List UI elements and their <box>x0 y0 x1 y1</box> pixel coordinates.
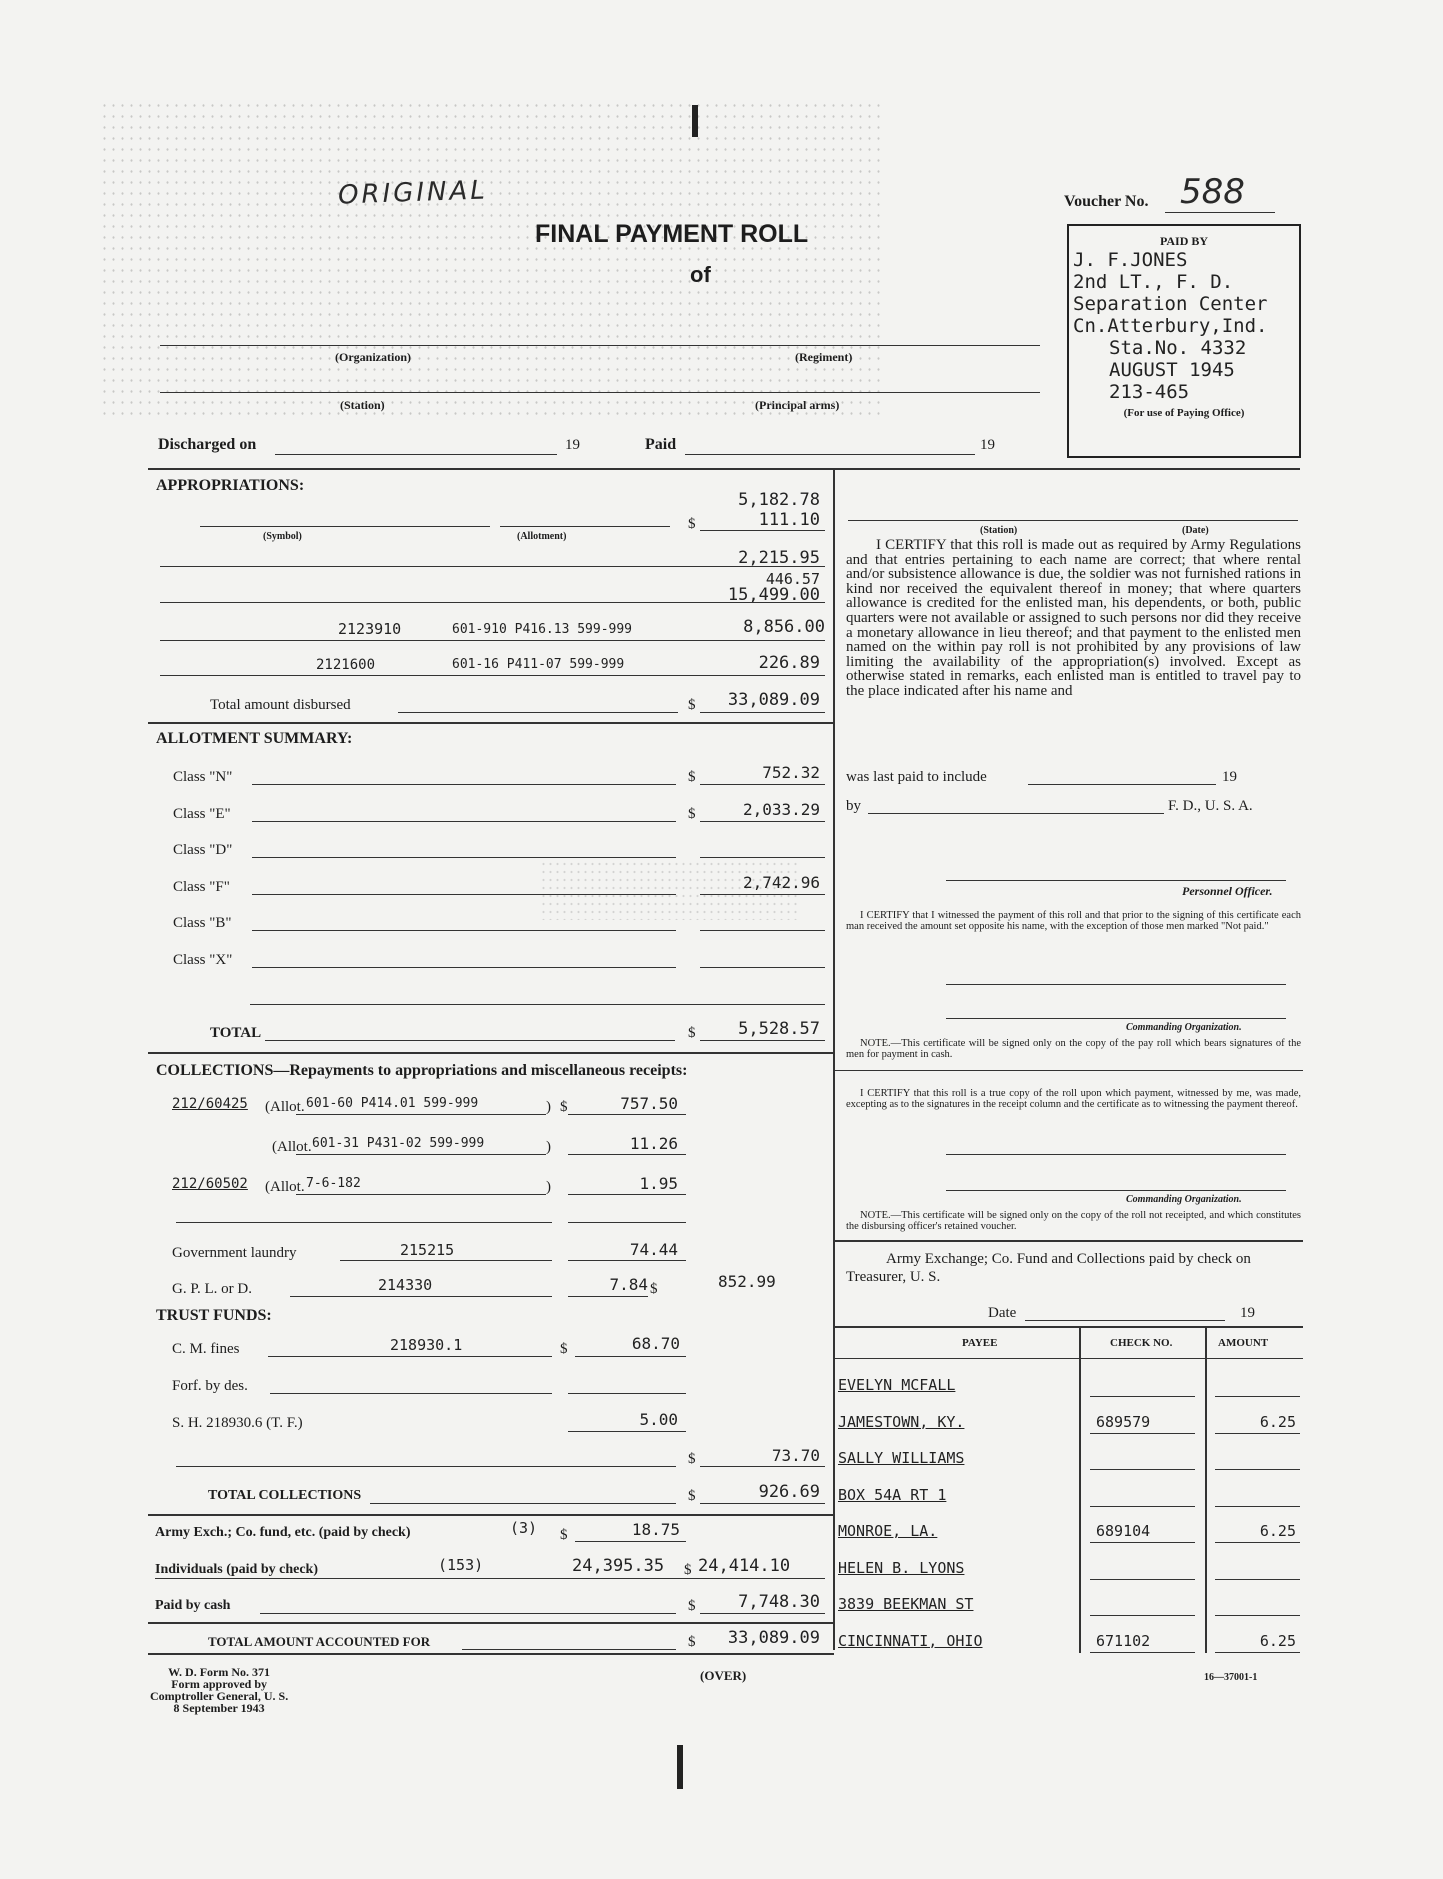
collection-line <box>568 1114 686 1115</box>
collection-line <box>296 1114 546 1115</box>
cm-fines-label: C. M. fines <box>172 1341 240 1357</box>
exchange-check: 671102 <box>1096 1631 1151 1650</box>
over-label: (OVER) <box>700 1668 747 1683</box>
collection-allot: 7-6-182 <box>306 1176 361 1191</box>
note-1: NOTE.—This certificate will be signed only on the copy of the pay roll which bears signatures of the men for payment in cash. <box>846 1038 1301 1060</box>
col-payee: PAYEE <box>962 1337 998 1349</box>
exchange-payee: CINCINNATI, OHIO <box>838 1631 983 1650</box>
certify-text: I CERTIFY that this roll is made out as required by Army Regulations and that entries pertaining to each name are correct; that where rental and/or subsistence allowance is due, the soldier was not furnished rations in kind nor received the equivalent thereof in money; that where quarters allowance is credited for the enlisted man, his dependents, or both, public quarters were not available or assigned to such persons nor did they receive a monetary allowance in lieu thereof; and that payment to the enlisted men named on the within pay roll is not prohibited by any provisions of law limiting the availability of the appropriation(s) involved. Except as otherwise stated in remarks, each enlisted man is entitled to travel pay to the place indicated after his name and <box>846 537 1301 699</box>
allotment-class-amount: 2,742.96 <box>742 872 820 892</box>
cash-label: Paid by cash <box>155 1598 231 1613</box>
collection-paren: ) <box>546 1139 551 1155</box>
exchange-amount: 6.25 <box>1259 1631 1296 1650</box>
allotment-class-label: Class "N" <box>173 769 233 785</box>
dollar-sign: $ <box>688 769 696 785</box>
fdusa-label: F. D., U. S. A. <box>1168 798 1253 814</box>
station-label: (Station) <box>340 398 385 412</box>
dollar-sign: $ <box>688 805 696 822</box>
collection-allot-label: (Allot. <box>265 1179 305 1195</box>
paid-by-line: AUGUST 1945 <box>1109 359 1235 381</box>
paid-by-label: PAID BY <box>1159 234 1209 248</box>
collection-allot: 601-31 P431-02 599-999 <box>312 1136 485 1151</box>
col-amount: AMOUNT <box>1218 1337 1269 1349</box>
dollar-sign: $ <box>684 1562 692 1578</box>
allotment-total-amount: 5,528.57 <box>738 1019 820 1039</box>
exchange-line <box>1090 1652 1195 1653</box>
exchange-line <box>1215 1433 1300 1434</box>
gpl-label: G. P. L. or D. <box>172 1281 253 1297</box>
last-paid-label: was last paid to include <box>846 769 987 785</box>
individuals-count: (153) <box>438 1556 484 1574</box>
laundry-label: Government laundry <box>172 1245 297 1261</box>
discharged-on-label: Discharged on <box>158 436 257 453</box>
year-prefix: 19 <box>1240 1305 1255 1321</box>
dollar-sign: $ <box>650 1281 658 1297</box>
collection-amount: 757.50 <box>620 1094 678 1113</box>
allotment-class-line <box>252 967 676 968</box>
exchange-line <box>1090 1542 1195 1543</box>
principal-arms-label: (Principal arms) <box>755 398 840 412</box>
total-disbursed-amount: 33,089.09 <box>727 690 820 710</box>
collection-amount: 11.26 <box>629 1134 678 1153</box>
dollar-sign: $ <box>688 1634 696 1650</box>
dollar-sign: $ <box>688 1598 696 1614</box>
cert-date-label: (Date) <box>1182 525 1209 536</box>
dollar-sign: $ <box>688 697 696 713</box>
allotment-class-line <box>700 821 825 822</box>
paid-label: Paid <box>645 436 677 453</box>
paid-by-line: Cn.Atterbury,Ind. <box>1073 315 1268 337</box>
appropriation-amount: 446.57 <box>765 570 820 588</box>
commanding-org-label: Commanding Organization. <box>1126 1022 1242 1033</box>
allotment-class-line <box>700 857 825 858</box>
gpl-total: 852.99 <box>718 1272 776 1291</box>
collection-allot-label: (Allot. <box>272 1139 312 1155</box>
appropriation-amount: 5,182.78 <box>738 490 820 510</box>
title-of: of <box>690 262 711 287</box>
sh-label: S. H. 218930.6 (T. F.) <box>172 1415 303 1431</box>
appropriation-amount: 111.10 <box>758 510 820 530</box>
commanding-org-label: Commanding Organization. <box>1126 1194 1242 1205</box>
form-number-block <box>150 1666 288 1714</box>
exchange-payee: BOX 54A RT 1 <box>838 1485 947 1504</box>
individuals-label: Individuals (paid by check) <box>155 1562 318 1577</box>
army-exch-amount: 18.75 <box>631 1520 680 1539</box>
organization-label: (Organization) <box>335 350 411 364</box>
year-prefix: 19 <box>1222 769 1237 785</box>
regiment-label: (Regiment) <box>795 350 853 364</box>
army-exch-count: (3) <box>510 1519 538 1537</box>
exchange-payee: HELEN B. LYONS <box>838 1558 965 1577</box>
collection-prefix: 212/60425 <box>172 1096 248 1112</box>
allotment-class-line <box>700 784 825 785</box>
exchange-line <box>1215 1615 1300 1616</box>
appropriation-amount: 15,499.00 <box>727 585 820 605</box>
collection-allot: 601-60 P414.01 599-999 <box>306 1096 479 1111</box>
trust-funds-heading: TRUST FUNDS: <box>156 1307 272 1324</box>
appropriation-allotment: 601-910 P416.13 599-999 <box>452 622 633 637</box>
paid-by-line: J. F.JONES <box>1073 249 1188 271</box>
collection-line <box>568 1154 686 1155</box>
dollar-sign: $ <box>688 1025 696 1041</box>
allotment-class-label: Class "X" <box>173 951 233 968</box>
dollar-sign: $ <box>560 1341 568 1357</box>
exchange-line <box>1215 1396 1300 1397</box>
form-approved: Comptroller General, U. S. <box>150 1689 289 1703</box>
page-title: FINAL PAYMENT ROLL <box>535 220 809 248</box>
scan-noise <box>100 100 880 420</box>
form-number: W. D. Form No. 371 <box>168 1665 271 1679</box>
exchange-line <box>1215 1652 1300 1653</box>
collection-line <box>296 1194 546 1195</box>
symbol-label: (Symbol) <box>263 531 302 542</box>
note-2: NOTE.—This certificate will be signed only on the copy of the roll not receipted, and which constitutes the disbursing officer's retained voucher. <box>846 1210 1301 1232</box>
total-accounted-label: TOTAL AMOUNT ACCOUNTED FOR <box>208 1634 431 1649</box>
print-code: 16—37001-1 <box>1204 1672 1258 1683</box>
allotment-class-line <box>252 894 676 895</box>
total-collections-amount: 926.69 <box>758 1482 820 1502</box>
paid-by-lines <box>1069 249 1299 403</box>
true-copy-text: I CERTIFY that this roll is a true copy of the roll upon which payment, witnessed by me, was made, excepting as to the signatures in the receipt column and the certificate as to witnessing the payment thereof. <box>846 1088 1301 1110</box>
appropriation-allotment: 601-16 P411-07 599-999 <box>452 657 625 672</box>
army-exch-label: Army Exch.; Co. fund, etc. (paid by check) <box>155 1525 411 1540</box>
collection-prefix: 212/60502 <box>172 1176 248 1192</box>
allotment-class-amount: 752.32 <box>762 763 820 782</box>
cash-amount: 7,748.30 <box>738 1592 820 1612</box>
collections-heading: COLLECTIONS—Repayments to appropriations and miscellaneous receipts: <box>156 1062 688 1079</box>
allotment-class-line <box>252 930 676 931</box>
allotment-label: (Allotment) <box>517 531 567 542</box>
collections-subtotal: 73.70 <box>771 1446 820 1465</box>
allotment-class-label: Class "B" <box>173 915 232 931</box>
exchange-heading: Army Exchange; Co. Fund and Collections paid by check on Treasurer, U. S. <box>846 1251 1251 1285</box>
allotment-total-label: TOTAL <box>210 1025 262 1041</box>
collection-allot-label: (Allot. <box>265 1099 305 1115</box>
dollar-sign: $ <box>688 516 696 532</box>
personnel-officer-label: Personnel Officer. <box>1182 884 1273 898</box>
allotment-class-label: Class "D" <box>173 842 233 858</box>
exchange-line <box>1090 1615 1195 1616</box>
exchange-line <box>1090 1506 1195 1507</box>
exchange-payee: EVELYN MCFALL <box>838 1376 956 1394</box>
sh-amount: 5.00 <box>639 1410 678 1429</box>
exchange-payee: JAMESTOWN, KY. <box>838 1412 965 1431</box>
exchange-payee: MONROE, LA. <box>838 1522 938 1540</box>
dollar-sign: $ <box>560 1099 568 1115</box>
register-mark-bottom <box>677 1745 683 1789</box>
allotment-class-label: Class "F" <box>173 878 230 895</box>
appropriation-amount: 8,856.00 <box>743 617 825 637</box>
allotment-class-amount: 2,033.29 <box>742 799 820 819</box>
allotment-summary-heading: ALLOTMENT SUMMARY: <box>156 730 353 747</box>
exchange-line <box>1215 1469 1300 1470</box>
witness-text: I CERTIFY that I witnessed the payment of this roll and that prior to the signing of this certificate each man received the amount set opposite his name, with the exception of those men marked "Not paid." <box>846 910 1301 932</box>
collection-paren: ) <box>546 1179 551 1195</box>
register-mark-top <box>692 105 698 137</box>
total-accounted-amount: 33,089.09 <box>727 1628 820 1648</box>
exchange-line <box>1090 1469 1195 1470</box>
year-prefix: 19 <box>565 437 580 453</box>
dollar-sign: $ <box>688 1451 696 1467</box>
allotment-class-line <box>700 967 825 968</box>
form-approved: 8 September 1943 <box>173 1701 265 1715</box>
paid-by-line: Sta.No. 4332 <box>1109 337 1247 359</box>
col-check: CHECK NO. <box>1110 1337 1173 1349</box>
collection-line <box>296 1154 546 1155</box>
allotment-class-line <box>252 821 676 822</box>
appropriation-symbol: 2123910 <box>338 620 402 638</box>
cert-station-label: (Station) <box>980 525 1018 536</box>
exchange-payee: SALLY WILLIAMS <box>838 1449 965 1467</box>
exchange-line <box>1215 1506 1300 1507</box>
paid-by-line: 2nd LT., F. D. <box>1073 271 1234 293</box>
exchange-line <box>1090 1579 1195 1580</box>
allotment-class-line <box>252 784 676 785</box>
individuals-amount: 24,395.35 <box>572 1556 665 1576</box>
paid-by-line: Separation Center <box>1073 293 1268 315</box>
paid-by-line: 213-465 <box>1109 381 1190 403</box>
cm-fines-code: 218930.1 <box>390 1336 463 1354</box>
paid-by-footer: (For use of Paying Office) <box>1123 407 1245 419</box>
exchange-line <box>1215 1579 1300 1580</box>
total-disbursed-label: Total amount disbursed <box>210 697 351 713</box>
exchange-payee: 3839 BEEKMAN ST <box>838 1595 974 1613</box>
allotment-class-label: Class "E" <box>173 805 231 822</box>
laundry-amount: 74.44 <box>629 1240 678 1259</box>
voucher-label: Voucher No. <box>1064 193 1149 210</box>
original-stamp: ORIGINAL <box>337 175 489 211</box>
exchange-check: 689104 <box>1096 1522 1151 1540</box>
exchange-date-label: Date <box>988 1305 1017 1321</box>
allotment-class-line <box>700 930 825 931</box>
paid-by-stamp <box>1067 224 1301 458</box>
collection-line <box>568 1194 686 1195</box>
gpl-amount: 7.84 <box>609 1275 648 1294</box>
exchange-line <box>1215 1542 1300 1543</box>
exchange-check: 689579 <box>1096 1412 1151 1431</box>
allotment-class-line <box>700 894 825 895</box>
year-prefix: 19 <box>980 437 995 453</box>
gpl-code: 214330 <box>378 1276 433 1294</box>
appropriation-amount: 2,215.95 <box>738 548 820 568</box>
collection-amount: 1.95 <box>639 1174 678 1193</box>
voucher-number: 588 <box>1180 172 1245 212</box>
cm-fines-amount: 68.70 <box>631 1334 680 1353</box>
allotment-class-line <box>252 857 676 858</box>
form-approved: Form approved by <box>171 1677 267 1691</box>
collection-paren: ) <box>546 1099 551 1115</box>
laundry-code: 215215 <box>400 1241 455 1259</box>
dollar-sign: $ <box>688 1488 696 1504</box>
exchange-amount: 6.25 <box>1259 1522 1296 1540</box>
exchange-line <box>1090 1396 1195 1397</box>
dollar-sign: $ <box>560 1527 568 1543</box>
appropriations-heading: APPROPRIATIONS: <box>156 477 305 494</box>
by-label: by <box>846 798 861 814</box>
exchange-amount: 6.25 <box>1259 1412 1296 1431</box>
exchange-line <box>1090 1433 1195 1434</box>
forf-label: Forf. by des. <box>172 1378 248 1394</box>
appropriation-symbol: 2121600 <box>316 657 376 673</box>
appropriation-amount: 226.89 <box>758 653 820 673</box>
total-collections-label: TOTAL COLLECTIONS <box>208 1488 362 1503</box>
individuals-total: 24,414.10 <box>698 1556 791 1576</box>
